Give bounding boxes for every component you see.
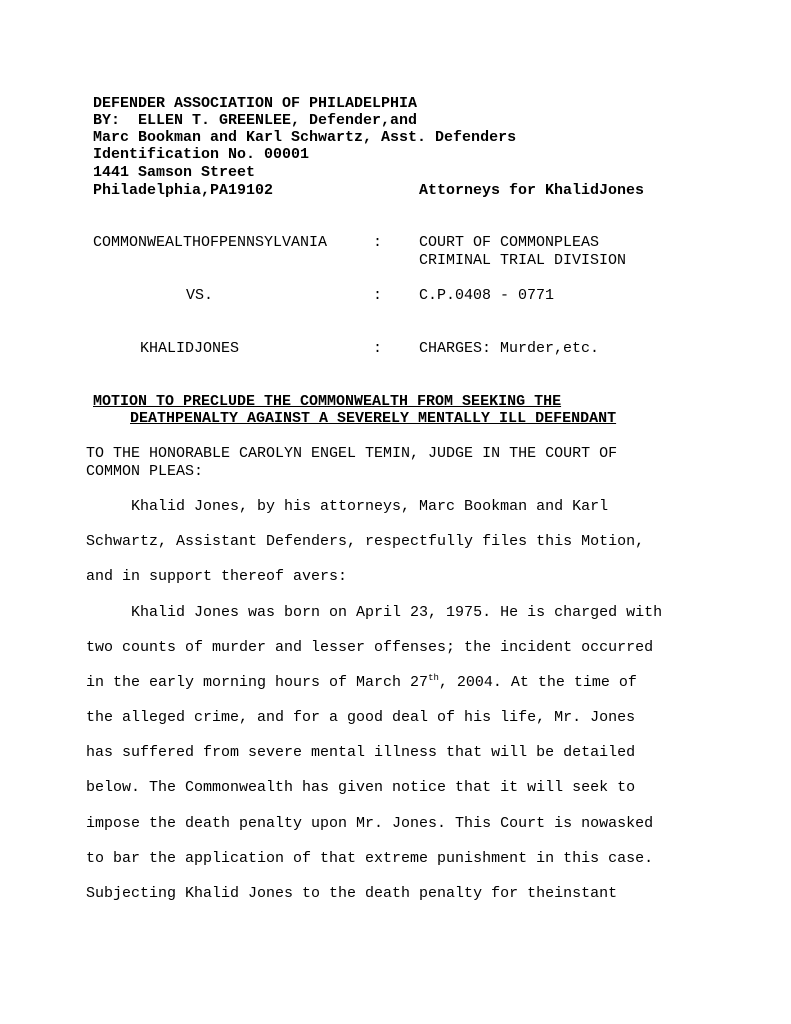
caption-court-line2: CRIMINAL TRIAL DIVISION — [419, 252, 627, 269]
caption-case-number: C.P.0408 - 0771 — [419, 287, 555, 304]
paragraph2-line5: has suffered from severe mental illness that will be detailed — [86, 744, 636, 761]
paragraph2-line2: two counts of murder and lesser offenses; the incident occurred — [86, 639, 654, 656]
header-by-line: BY: ELLEN T. GREENLEE, Defender,and — [93, 112, 418, 129]
header-id-line: Identification No. 00001 — [93, 146, 310, 163]
paragraph2-line8: to bar the application of that extreme punishment in this case. — [86, 850, 654, 867]
header-attorneys-for: Attorneys for KhalidJones — [419, 182, 645, 199]
caption-court-line1: COURT OF COMMONPLEAS — [419, 234, 600, 251]
caption-colon-2: : — [373, 287, 383, 304]
motion-title-line2: DEATHPENALTY AGAINST A SEVERELY MENTALLY ILL DEFENDANT — [130, 410, 617, 427]
address-line1: TO THE HONORABLE CAROLYN ENGEL TEMIN, JUDGE IN THE COURT OF — [86, 445, 618, 462]
paragraph2-line4: the alleged crime, and for a good deal of his life, Mr. Jones — [86, 709, 636, 726]
address-line2: COMMON PLEAS: — [86, 463, 204, 480]
paragraph1-line2: Schwartz, Assistant Defenders, respectfully files this Motion, — [86, 533, 645, 550]
paragraph2-line1: Khalid Jones was born on April 23, 1975. He is charged with — [86, 604, 663, 621]
ordinal-superscript: th — [428, 673, 439, 683]
header-asst-line: Marc Bookman and Karl Schwartz, Asst. Defenders — [93, 129, 517, 146]
header-street: 1441 Samson Street — [93, 164, 256, 181]
paragraph1-line1: Khalid Jones, by his attorneys, Marc Bookman and Karl — [86, 498, 609, 515]
paragraph1-line3: and in support thereof avers: — [86, 568, 348, 585]
header-city: Philadelphia,PA19102 — [93, 182, 274, 199]
caption-charges: CHARGES: Murder,etc. — [419, 340, 600, 357]
paragraph2-line3-post: , 2004. At the time of — [438, 674, 637, 691]
paragraph2-line6: below. The Commonwealth has given notice that it will seek to — [86, 779, 636, 796]
caption-colon-1: : — [373, 234, 383, 251]
motion-title-line1: MOTION TO PRECLUDE THE COMMONWEALTH FROM SEEKING THE — [93, 393, 562, 410]
paragraph2-line3 — [86, 674, 637, 691]
header-org: DEFENDER ASSOCIATION OF PHILADELPHIA — [93, 95, 418, 112]
paragraph2-line3-pre: in the early morning hours of March 27 — [86, 674, 429, 691]
caption-colon-3: : — [373, 340, 383, 357]
caption-defendant: KHALIDJONES — [140, 340, 240, 357]
caption-plaintiff: COMMONWEALTHOFPENNSYLVANIA — [93, 234, 328, 251]
paragraph2-line9: Subjecting Khalid Jones to the death penalty for theinstant — [86, 885, 618, 902]
paragraph2-line7: impose the death penalty upon Mr. Jones. This Court is nowasked — [86, 815, 654, 832]
caption-vs: VS. — [186, 287, 214, 304]
